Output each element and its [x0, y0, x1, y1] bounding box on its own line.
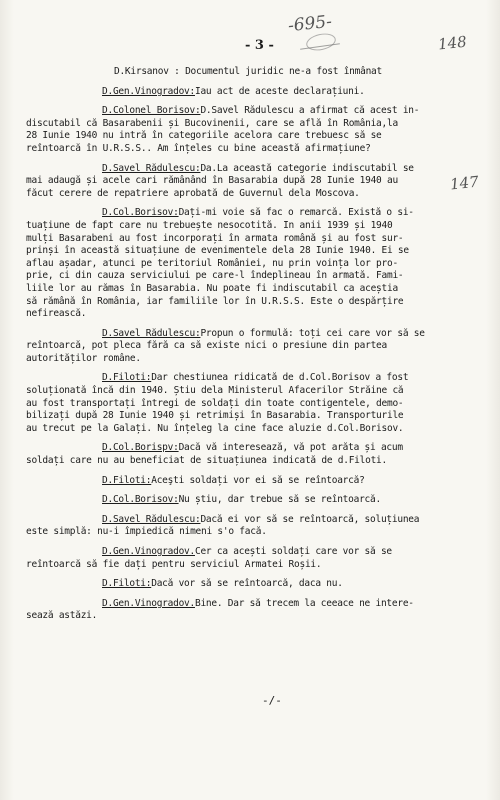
line-text: Da.La această categorie indiscutabil se	[200, 162, 414, 174]
line-text: este simplă: nu-i împiedică nimeni s'o facă.	[26, 526, 267, 538]
speaker-name: D.Filoti:	[102, 474, 152, 486]
line-text: prinși în această situațiune de evenimentele dela 28 Iunie 1940. Ei se	[26, 245, 409, 257]
text-line	[26, 188, 470, 201]
line-text: Dar chestiunea ridicată de d.Col.Borisov a fost	[151, 372, 409, 384]
line-text: D.Savel Rădulescu a afirmat că acest in-	[200, 105, 420, 117]
line-text: reîntoarcă să fie dați pentru serviciul Armatei Roșii.	[26, 558, 322, 570]
text-line	[26, 258, 470, 271]
text-line	[26, 610, 470, 623]
line-text: Iau act de aceste declarațiuni.	[194, 85, 365, 97]
line-text: soluționată încă din 1940. Știu dela Ministerul Afacerilor Străine că	[26, 385, 404, 397]
speech-paragraph	[26, 163, 470, 201]
line-text: discutabil că Basarabenii și Bucovinenii, care se află în România,la	[26, 117, 398, 129]
speech-paragraph	[26, 86, 470, 99]
line-text: reîntoarcă în U.R.S.S.. Am înțeles cu bine această afirmațiune?	[26, 142, 371, 154]
text-line	[26, 207, 470, 220]
text-line	[26, 578, 470, 591]
transcript-body	[26, 66, 470, 623]
header-line: D.Kirsanov : Documentul juridic ne-a fost înmânat	[113, 66, 382, 77]
line-text: sează astăzi.	[26, 610, 98, 622]
line-text: Cer ca acești soldați care vor să se	[194, 546, 392, 557]
page-end-mark: -/-	[262, 694, 282, 707]
speaker-name: D.Gen.Vinogradov.	[102, 546, 195, 557]
speech-paragraph	[26, 494, 470, 507]
speaker-name: D.Col.Borisov:	[102, 207, 179, 219]
speech-paragraph	[26, 475, 470, 488]
text-line	[26, 526, 470, 539]
handwritten-page-number: -695-	[287, 11, 333, 37]
speaker-name: D.Savel Rădulescu:	[102, 327, 201, 339]
text-line	[26, 340, 470, 353]
text-line	[26, 270, 470, 283]
text-line	[26, 598, 470, 611]
paragraphs	[26, 86, 470, 623]
text-line	[26, 475, 470, 488]
text-line	[26, 245, 470, 258]
text-line	[26, 410, 470, 423]
archive-stamp	[305, 31, 338, 53]
line-text: autorităților române.	[26, 352, 141, 364]
text-line	[26, 233, 470, 246]
speaker-name: D.Gen.Vinogradov.	[102, 597, 195, 609]
handwritten-margin-number: 147	[449, 172, 480, 194]
line-text: liile lor au rămas în Basarabia. Nu poate fi indiscutabil ca aceștia	[26, 282, 398, 294]
line-text: mulți Basarabeni au fost incorporați în armata română și au fost sur-	[26, 232, 404, 244]
line-text: reîntoarcă, pot pleca fără ca să existe nici o presiune din partea	[26, 340, 387, 352]
speech-paragraph	[26, 546, 470, 571]
line-text: prie, ci din cauza serviciului pe care-l îndeplineau în armată. Fami-	[26, 270, 404, 282]
text-line	[26, 423, 470, 436]
text-line	[26, 328, 470, 341]
text-line	[26, 398, 470, 411]
text-line	[26, 353, 470, 366]
speaker-name: D.Col.Borispv:	[102, 442, 179, 454]
speech-paragraph	[26, 105, 470, 155]
text-line	[26, 372, 470, 385]
text-line	[26, 308, 470, 321]
line-text: au fost transportați întregi de soldați din toate contigentele, demo-	[26, 397, 404, 409]
line-text: Propun o formulă: toți cei care vor să se	[200, 327, 425, 339]
line-text: Dacă vă interesează, vă pot arăta și acum	[178, 442, 403, 454]
line-text: au trecut pe la Galați. Nu înțeleg la cine face aluzie d.Col.Borisov.	[26, 422, 404, 434]
line-text: mai adaugă și acele cari rămânând în Basarabia după 28 Iunie 1940 au	[26, 175, 398, 187]
text-line	[26, 130, 470, 143]
speaker-name: D.Savel Rădulescu:	[102, 162, 201, 174]
text-line	[26, 86, 470, 99]
handwritten-archive-number: 148	[437, 32, 468, 54]
text-line	[26, 143, 470, 156]
speech-paragraph	[26, 514, 470, 539]
text-line	[26, 163, 470, 176]
text-line	[26, 283, 470, 296]
line-text: Dacă vor să se reîntoarcă, daca nu.	[151, 578, 343, 590]
speech-paragraph	[26, 578, 470, 591]
speaker-name: D.Gen.Vinogradov:	[102, 85, 195, 97]
text-line	[26, 442, 470, 455]
line-text: să rămână în România, iar familiile lor în U.R.S.S. Este o despărțire	[26, 295, 404, 307]
text-line	[26, 105, 470, 118]
speaker-name: D.Filoti:	[102, 372, 152, 384]
line-text: Dacă ei vor să se reîntoarcă, soluțiunea	[200, 513, 420, 525]
text-line	[26, 559, 470, 572]
text-line	[26, 220, 470, 233]
line-text: Dați-mi voie să fac o remarcă. Există o si-	[178, 207, 414, 219]
speaker-name: D.Savel Rădulescu:	[102, 513, 201, 525]
text-line	[26, 118, 470, 131]
speech-paragraph	[26, 372, 470, 435]
speaker-name: D.Col.Borisov:	[102, 494, 179, 506]
text-line	[26, 514, 470, 527]
speech-paragraph	[26, 328, 470, 366]
line-text: tuațiune de fapt care nu trebuește nesocotită. In anii 1939 și 1940	[26, 219, 393, 231]
folio-number: - 3 -	[245, 38, 274, 53]
text-line	[26, 455, 470, 468]
speech-paragraph	[26, 598, 470, 623]
text-line	[26, 546, 470, 559]
speaker-name: D.Colonel Borisov:	[102, 105, 201, 117]
line-text: făcut cerere de repatriere aprobată de Guvernul dela Moscova.	[26, 187, 360, 199]
text-line	[26, 296, 470, 309]
line-text: soldați care nu au beneficiat de situațiunea indicată de d.Filoti.	[26, 455, 387, 467]
speech-paragraph	[26, 207, 470, 320]
line-text: Bine. Dar să trecem la ceeace ne intere-	[194, 597, 414, 609]
text-line	[26, 175, 470, 188]
line-text: Nu știu, dar trebue să se reîntoarcă.	[178, 494, 381, 506]
speaker-name: D.Filoti:	[102, 578, 152, 590]
text-line	[26, 494, 470, 507]
speech-paragraph	[26, 442, 470, 467]
line-text: 28 Iunie 1940 nu intră în categoriile acelora care trebuesc să se	[26, 130, 382, 142]
text-line	[26, 385, 470, 398]
line-text: nefirească.	[26, 308, 87, 320]
line-text: bilizați după 28 Iunie 1940 și retrimiși în Basarabia. Transporturile	[26, 410, 404, 422]
line-text: Aceşti soldați vor ei să se reîntoarcă?	[151, 474, 365, 486]
line-text: aflau așadar, atunci pe teritoriul României, nu prin voința lor pro-	[26, 257, 398, 269]
